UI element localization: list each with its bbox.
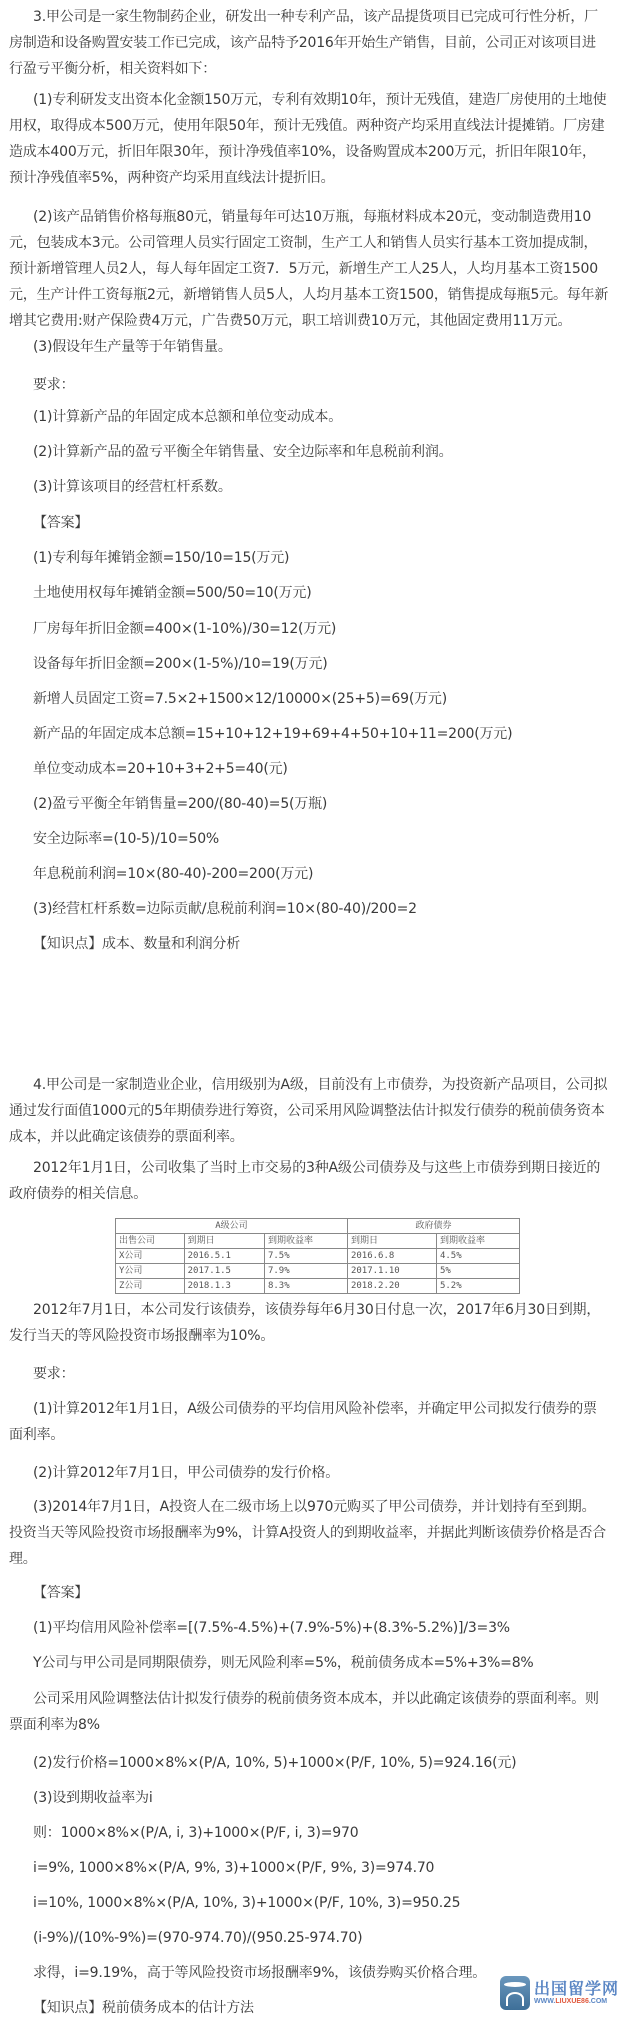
table-cell: 5.2%: [436, 1279, 519, 1294]
column-header: 到期日: [184, 1234, 264, 1249]
q3-item-2: (2)该产品销售价格每瓶80元，销量每年可达10万瓶，每瓶材料成本20元，变动制造费用10元，包装成本3元。公司管理人员实行固定工资制，生产工人和销售人员实行基本工资加提成制，预计新增管理人员2人，每人每年固定工资7．5万元，新增生产工人25人，人均月基本工资1500元，生产计件工资每瓶2元，新增销售人员5人，人均月基本工资1500，销售提成每瓶5元。每年新增其它费用:财产保险费4万元，广告费50万元，职工培训费10万元，其他固定费用11万元。: [9, 209, 609, 329]
table-cell: 2017.1.10: [347, 1264, 436, 1279]
knowledge-topic: 成本、数量和利润分析: [102, 936, 240, 952]
group-header: 政府债券: [347, 1219, 519, 1234]
table-header-row: [116, 1234, 520, 1249]
table-group-header-row: [116, 1219, 520, 1234]
bond-table: [115, 1218, 520, 1294]
column-header: 到期收益率: [436, 1234, 519, 1249]
table-cell: 8.3%: [264, 1279, 347, 1294]
q3-answer-line: 年息税前利润=10×(80-40)-200=200(万元): [33, 866, 314, 882]
q3-answer-line: 新增人员固定工资=7.5×2+1500×12/10000×(25+5)=69(万元): [33, 691, 447, 707]
globe-logo-icon: [500, 1976, 530, 2010]
group-header: A级公司: [116, 1219, 348, 1234]
table-row: [116, 1249, 520, 1264]
table-cell: 4.5%: [436, 1249, 519, 1264]
logo-url-suffix: .COM: [588, 1998, 608, 2005]
q3-answer-line: 安全边际率=(10-5)/10=50%: [33, 831, 220, 847]
table-cell: 7.5%: [264, 1249, 347, 1264]
table-row: [116, 1279, 520, 1294]
q4-answer-line: (i-9%)/(10%-9%)=(970-974.70)/(950.25-974.70): [33, 1930, 363, 1946]
q3-requirement-3: (3)计算该项目的经营杠杆系数。: [33, 479, 232, 495]
logo-url-highlight: LIUXUE86: [555, 1998, 589, 2005]
q4-answer-line: i=10%, 1000×8%×(P/A, 10%, 3)+1000×(P/F, 10%, 3)=950.25: [33, 1895, 461, 1911]
q3-knowledge: [33, 931, 613, 957]
table-cell: 2016.5.1: [184, 1249, 264, 1264]
q3-answer-line: (1)专利每年摊销金额=150/10=15(万元): [33, 550, 290, 566]
table-cell: 2017.1.5: [184, 1264, 264, 1279]
table-row: [116, 1264, 520, 1279]
table-cell: 7.9%: [264, 1264, 347, 1279]
q4-intro: 4.甲公司是一家制造业企业，信用级别为A级，目前没有上市债券，为投资新产品项目，公司拟通过发行面值1000元的5年期债券进行筹资，公司采用风险调整法估计拟发行债券的税前债务资本成本，并以此确定该债券的票面利率。: [9, 1077, 608, 1145]
q3-intro: 3.甲公司是一家生物制药企业，研发出一种专利产品，该产品提货项目已完成可行性分析，厂房制造和设备购置安装工作已完成，该产品特予2016年开始生产销售，目前，公司正对该项目进行盈亏平衡分析，相关资料如下：: [9, 9, 598, 77]
table-cell: 5%: [436, 1264, 519, 1279]
q3-item-1: (1)专利研发支出资本化金额150万元，专利有效期10年，预计无残值，建造厂房使用的土地使用权，取得成本500万元，使用年限50年，预计无残值。两种资产均采用直线法计提摊销。厂房建造成本400万元，折旧年限30年，预计净残值率10%，设备购置成本200万元，折旧年限10年，预计净残值率5%，两种资产均采用直线法计提折旧。: [9, 92, 607, 186]
table-cell: 2018.1.3: [184, 1279, 264, 1294]
table-cell: Y公司: [116, 1264, 185, 1279]
knowledge-label: 【知识点】: [33, 2000, 102, 2016]
q4-answer-line: 求得，i=9.19%，高于等风险投资市场报酬率9%，该债券购买价格合理。: [33, 1965, 487, 1981]
q3-requirements-label: 要求：: [33, 377, 75, 393]
site-logo: [500, 1974, 619, 2014]
table-cell: 2018.2.20: [347, 1279, 436, 1294]
q4-answer-line: (2)发行价格=1000×8%×(P/A, 10%, 5)+1000×(P/F, 10%, 5)=924.16(元): [33, 1755, 517, 1771]
q4-requirements-label: 要求：: [33, 1366, 75, 1382]
table-cell: 2016.6.8: [347, 1249, 436, 1264]
q3-answer-line: 厂房每年折旧金额=400×(1-10%)/30=12(万元): [33, 621, 337, 637]
q3-answer-line: 单位变动成本=20+10+3+2+5=40(元): [33, 761, 288, 777]
q3-answer-line: 土地使用权每年摊销金额=500/50=10(万元): [33, 585, 312, 601]
q3-requirement-1: (1)计算新产品的年固定成本总额和单位变动成本。: [33, 409, 343, 425]
q3-answer-line: (2)盈亏平衡全年销售量=200/(80-40)=5(万瓶): [33, 796, 328, 812]
q4-requirement-3: (3)2014年7月1日，A投资人在二级市场上以970元购买了甲公司债券，并计划持有至到期。投资当天等风险投资市场报酬率为9%，计算A投资人的到期收益率，并据此判断该债券价格是否合理。: [9, 1499, 606, 1567]
q4-info: 2012年1月1日，公司收集了当时上市交易的3种A级公司债券及与这些上市债券到期日接近的政府债券的相关信息。: [9, 1160, 601, 1202]
q3-answer-label: 【答案】: [33, 515, 89, 531]
q3-answer-line: 设备每年折旧金额=200×(1-5%)/10=19(万元): [33, 656, 328, 672]
knowledge-label: 【知识点】: [33, 936, 102, 952]
q4-issue: 2012年7月1日，本公司发行该债券，该债券每年6月30日付息一次，2017年6月30日到期，发行当天的等风险投资市场报酬率为10%。: [9, 1302, 601, 1344]
logo-name: 出国留学网: [534, 1979, 619, 1998]
logo-url: [534, 1998, 607, 2005]
q3-requirement-2: (2)计算新产品的盈亏平衡全年销售量、安全边际率和年息税前利润。: [33, 444, 453, 460]
q4-answer-line: i=9%, 1000×8%×(P/A, 9%, 3)+1000×(P/F, 9%, 3)=974.70: [33, 1860, 435, 1876]
knowledge-topic: 税前债务成本的估计方法: [102, 2000, 254, 2016]
q4-requirement-1: (1)计算2012年1月1日，A级公司债券的平均信用风险补偿率，并确定甲公司拟发行债券的票面利率。: [9, 1401, 597, 1443]
table-cell: Z公司: [116, 1279, 185, 1294]
table-cell: X公司: [116, 1249, 185, 1264]
q4-answer-line: (3)设到期收益率为i: [33, 1790, 153, 1806]
q4-requirement-2: (2)计算2012年7月1日，甲公司债券的发行价格。: [33, 1465, 340, 1481]
q3-answer-line: 新产品的年固定成本总额=15+10+12+19+69+4+50+10+11=200(万元): [33, 726, 513, 742]
q4-answer-line: Y公司与甲公司是同期限债券，则无风险利率=5%，税前债务成本=5%+3%=8%: [33, 1655, 534, 1671]
column-header: 到期收益率: [264, 1234, 347, 1249]
q3-answer-line: (3)经营杠杆系数=边际贡献/息税前利润=10×(80-40)/200=2: [33, 901, 417, 917]
logo-url-prefix: WWW.: [534, 1998, 556, 2005]
q4-answer-line: (1)平均信用风险补偿率=[(7.5%-4.5%)+(7.9%-5%)+(8.3%-5.2%)]/3=3%: [33, 1620, 510, 1636]
q4-answer-line: 公司采用风险调整法估计拟发行债券的税前债务资本成本，并以此确定该债券的票面利率。则票面利率为8%: [9, 1691, 599, 1733]
column-header: 出售公司: [116, 1234, 185, 1249]
q4-answer-label: 【答案】: [33, 1585, 89, 1601]
column-header: 到期日: [347, 1234, 436, 1249]
q4-answer-line: 则：1000×8%×(P/A, i, 3)+1000×(P/F, i, 3)=970: [33, 1825, 359, 1841]
q3-item-3: (3)假设年生产量等于年销售量。: [33, 339, 232, 355]
